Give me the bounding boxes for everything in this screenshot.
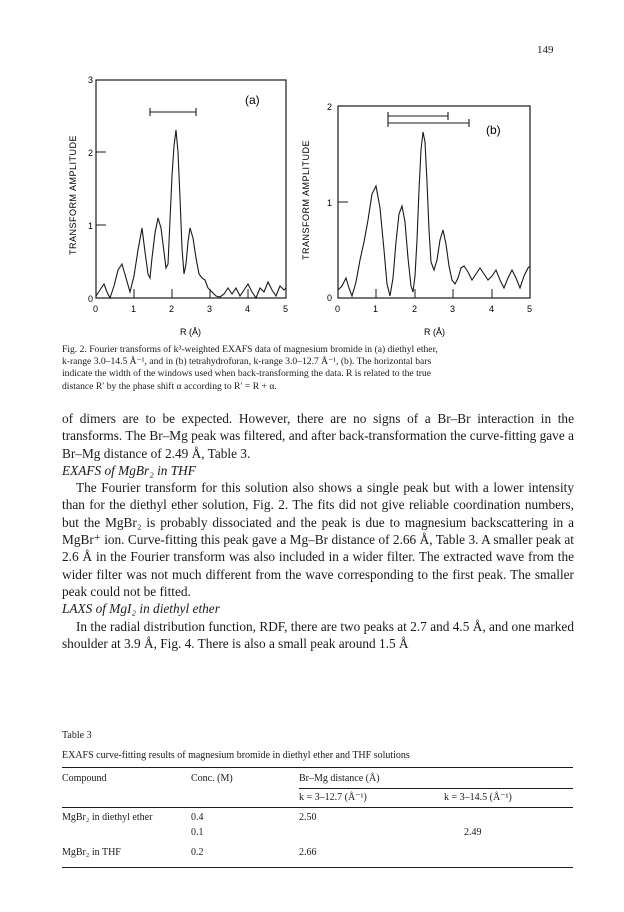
- table-caption: EXAFS curve-fitting results of magnesium bromide in diethyl ether and THF solutions: [62, 750, 410, 761]
- figure-panel-a: [62, 68, 312, 340]
- panel-b-x-tick-2: 2: [412, 304, 418, 314]
- row2-conc: 0.1: [191, 827, 204, 838]
- panel-a-x-tick-1: 1: [131, 304, 137, 314]
- body-text: [62, 410, 574, 652]
- panel-b-y-tick-2: 2: [327, 102, 333, 112]
- header-k1: k = 3–12.7 (Å⁻¹): [299, 789, 426, 808]
- panel-a-window-bar: [150, 108, 196, 116]
- paragraph-3: In the radial distribution function, RDF, there are two peaks at 2.7 and 4.5 Å, and one marked shoulder at 3.9 Å, Fig. 4. There is also a small peak around 1.5 Å: [62, 618, 574, 651]
- panel-b-x-tick-0: 0: [335, 304, 341, 314]
- paragraph-1: of dimers are to be expected. However, there are no signs of a Br–Br interaction in the transforms. The Br–Mg peak was filtered, and after back-transformation the curve-fitting gave a Br–Mg distance of 2.49 Å, Table 3.: [62, 411, 574, 461]
- table-header-row: [62, 768, 573, 789]
- panel-b-y-tick-1: 1: [327, 198, 333, 208]
- table-subheader-row: [62, 789, 573, 808]
- table-row: [62, 808, 573, 828]
- header-conc: Conc. (M): [191, 773, 233, 784]
- panel-b-x-tick-3: 3: [450, 304, 456, 314]
- row1-conc: 0.4: [191, 812, 204, 823]
- panel-b-y-tick-0: 0: [327, 293, 333, 303]
- row2-k2: 2.49: [464, 827, 482, 838]
- panel-b-x-ticks: [376, 289, 492, 298]
- row3-compound: MgBr₂ in THF: [62, 847, 121, 858]
- panel-a-x-tick-0: 0: [93, 304, 99, 314]
- row3-k1: 2.66: [299, 847, 317, 858]
- table-row: [62, 827, 573, 842]
- table-row: [62, 842, 573, 868]
- results-table: [62, 767, 573, 868]
- caption-line-4: distance R′ by the phase shift α according to R′ = R + α.: [62, 380, 277, 392]
- panel-a-label: (a): [245, 93, 260, 107]
- section-heading-exafs-thf: EXAFS of MgBr₂ in THF: [62, 462, 196, 478]
- panel-a-y-tick-1: 1: [88, 221, 94, 231]
- panel-b-x-tick-1: 1: [373, 304, 379, 314]
- row3-conc: 0.2: [191, 847, 204, 858]
- section-heading-laxs: LAXS of MgI₂ in diethyl ether: [62, 601, 220, 617]
- panel-a-frame: [96, 80, 286, 298]
- row1-k2: [426, 808, 573, 828]
- panel-a-transform-curve: [96, 130, 286, 298]
- caption-line-2: k-range 3.0–14.5 Å⁻¹, and in (b) tetrahydrofuran, k-range 3.0–12.7 Å⁻¹, (b). The horizontal bars: [62, 356, 432, 368]
- header-k2: k = 3–14.5 (Å⁻¹): [426, 789, 573, 808]
- row2-k1: [299, 827, 426, 842]
- figure-caption: [62, 344, 574, 393]
- panel-a-y-ticks: [96, 152, 106, 225]
- panel-b-label: (b): [486, 123, 501, 137]
- panel-b-window-bars: [388, 112, 469, 127]
- panel-a-x-tick-2: 2: [169, 304, 175, 314]
- header-compound: Compound: [62, 773, 107, 784]
- panel-a-y-tick-2: 2: [88, 148, 94, 158]
- row1-compound: MgBr₂ in diethyl ether: [62, 812, 153, 823]
- figure-panel-b: [298, 90, 588, 340]
- panel-a-y-tick-0: 0: [88, 294, 94, 304]
- panel-b-x-tick-5: 5: [527, 304, 533, 314]
- panel-b-x-tick-4: 4: [489, 304, 495, 314]
- row1-k1: 2.50: [299, 812, 317, 823]
- panel-a-x-tick-3: 3: [207, 304, 213, 314]
- panel-b-x-axis-label: R (Å): [424, 327, 445, 337]
- panel-a-x-ticks: [134, 289, 248, 298]
- row3-k2: [426, 842, 573, 868]
- row2-compound: [62, 827, 191, 842]
- caption-line-3: indicate the width of the windows used when back-transforming the data. R is related to the true: [62, 368, 431, 380]
- header-distance: Br–Mg distance (Å): [299, 773, 380, 784]
- caption-line-1: Fig. 2. Fourier transforms of k³-weighted EXAFS data of magnesium bromide in (a) diethyl ether,: [62, 344, 438, 355]
- panel-a-y-tick-3: 3: [88, 75, 94, 85]
- table-label: Table 3: [62, 730, 92, 741]
- panel-a-y-axis-label: TRANSFORM AMPLITUDE: [68, 134, 78, 255]
- panel-b-y-axis-label: TRANSFORM AMPLITUDE: [301, 139, 311, 260]
- panel-a-x-tick-4: 4: [245, 304, 251, 314]
- paragraph-2: The Fourier transform for this solution also shows a single peak but with a lower intensity than for the diethyl ether solution, Fig. 2. The fits did not give reliable coordination numbers, but the MgBr₂ is probably dissociated and the peak is due to magnesium backscattering in a MgBr⁺ ion. Curve-fitting this peak gave a Mg–Br distance of 2.66 Å, Table 3. A smaller peak at 2.6 Å in the Fourier transform was also included in a wider filter. The extracted wave from the wider filter was not much different from the wave corresponding to the first peak. The smaller peak could not be fitted.: [62, 480, 574, 599]
- page-number: 149: [537, 44, 554, 56]
- panel-b-transform-curve: [338, 132, 530, 296]
- panel-a-x-tick-5: 5: [283, 304, 289, 314]
- panel-a-x-axis-label: R (Å): [180, 327, 201, 337]
